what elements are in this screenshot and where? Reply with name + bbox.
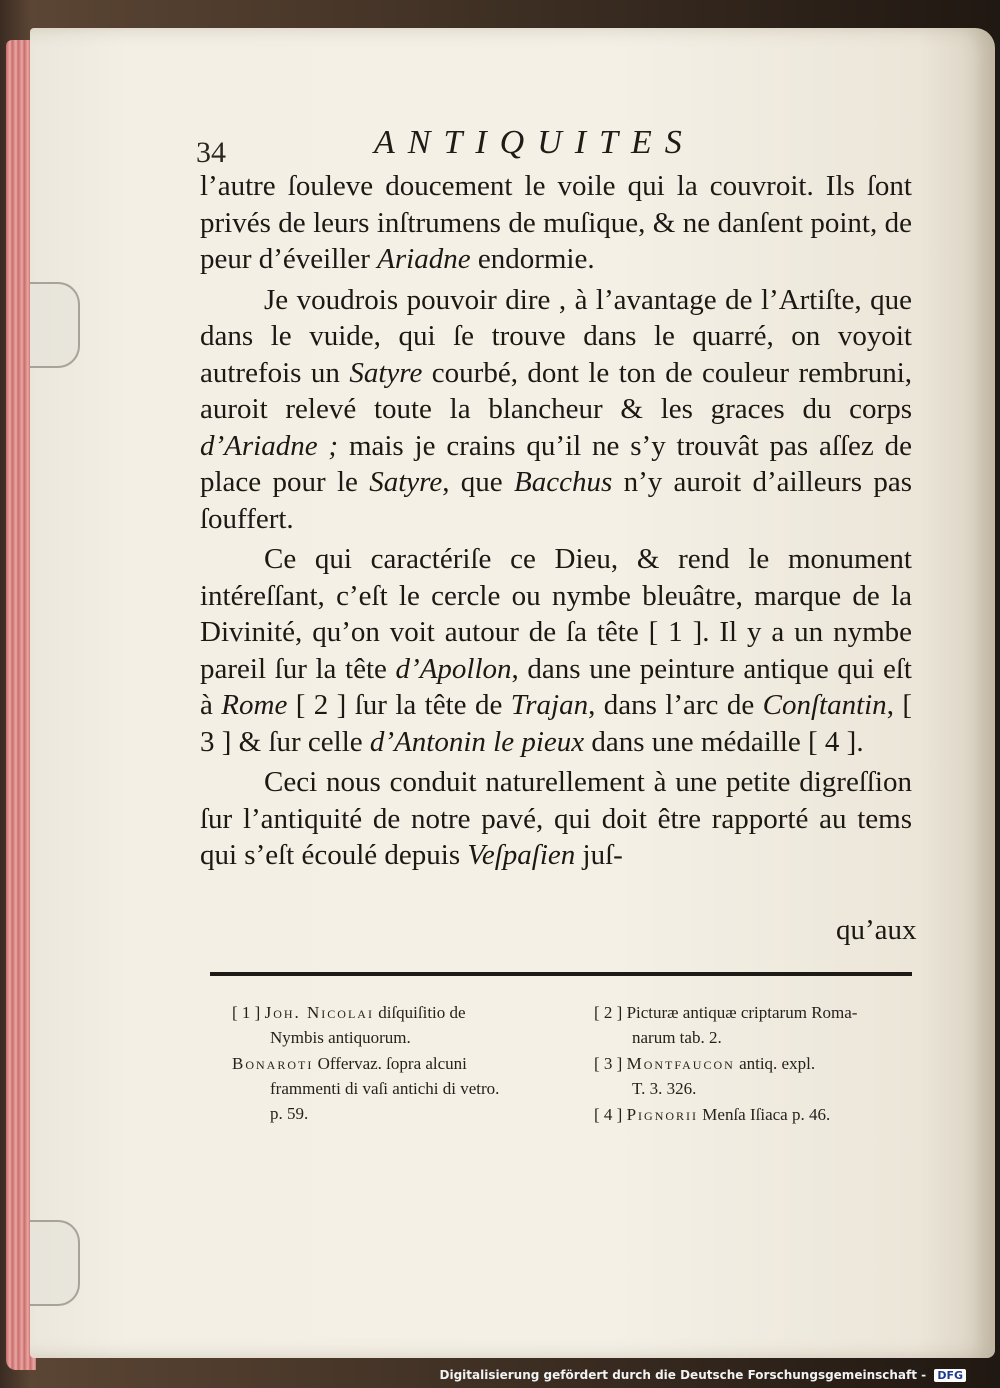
footnote-text: p. 59. [270,1104,309,1123]
footnote-4 [594,1102,920,1127]
text-run: Je voudrois pouvoir dire , à l’avantage de l’Artiſte, que dans le vuide, qui ſe trouve dans le quarré, on voyoit autrefois un [200,283,912,389]
running-head [196,124,916,174]
footnote-ref: [ 1 ] [232,1003,261,1022]
digitization-credit [440,1368,966,1382]
paragraph [200,541,912,760]
footnote-bonaroti [232,1051,562,1126]
text-run: , [ 3 ] & ſur celle [200,689,912,758]
italic-run: Rome [221,689,288,721]
footnote-author: Montfaucon [626,1054,735,1073]
footnote-text: narum tab. 2. [632,1028,722,1047]
text-run: , dans une peinture antique qui eſt à [200,652,912,721]
text-run: Ceci nous conduit naturellement à une petite digreſſion ſur l’antiquité de notre pavé, qui doit être rapporté au tems qui s’eſt écoulé depuis [200,766,912,871]
italic-run: d’Ariadne ; [200,429,339,462]
footnote-text: Nymbis antiquorum. [270,1028,411,1047]
footnote-ref: [ 3 ] [594,1054,623,1073]
italic-run: Satyre [349,356,423,389]
italic-run: d’Apollon [395,652,512,685]
footnote-text: Offervaz. ſopra alcuni [317,1054,467,1073]
italic-run: Bacchus [514,466,613,498]
footnote-1 [232,1000,562,1050]
dfg-logo: DFG [934,1369,966,1382]
paragraph [200,764,912,874]
footnote-text: Picturæ antiquæ criptarum Roma- [626,1003,858,1022]
footnote-2 [594,1000,920,1050]
footnote-3 [594,1051,920,1101]
text-run: dans une médaille [ 4 ]. [584,725,864,758]
footnote-rule [210,972,912,976]
running-title: ANTIQUITES [374,124,695,161]
paragraph [200,168,912,278]
text-run: mais je crains qu’il ne s’y trouvât pas aſſez de place pour le [200,429,912,498]
footnote-author: Joh. Nicolai [264,1003,374,1022]
footnote-text: frammenti di vaſi antichi di vetro. [270,1079,500,1098]
page-clip-top [30,282,80,368]
italic-run: Veſpaſien [467,839,576,871]
body-text [200,168,912,878]
text-run: , dans l’arc de [588,689,763,721]
footnotes-right-column [594,1000,920,1128]
paragraph [200,282,912,538]
footnote-text: Menſa Iſiaca p. 46. [702,1105,831,1124]
italic-run: Trajan [510,689,589,721]
footnote-text: antiq. expl. [739,1054,816,1073]
footnotes-left-column [232,1000,562,1127]
italic-run: Conſtantin [762,689,887,721]
text-run: courbé, dont le ton de couleur rembruni, auroit relevé toute la blancheur & les graces du corps [200,356,912,425]
text-run: , que [442,466,514,498]
italic-run: Ariadne [377,243,471,275]
footnote-author: Bonaroti [232,1054,314,1073]
italic-run: d’Antonin le pieux [369,725,585,758]
page-number: 34 [196,136,226,169]
text-run: [ 2 ] ſur la tête de [287,689,511,721]
italic-run: Satyre [369,466,443,498]
footnote-ref: [ 2 ] [594,1003,623,1022]
footnote-ref: [ 4 ] [594,1105,623,1124]
footnote-author: Pignorii [626,1105,699,1124]
catchword: qu’aux [836,914,917,946]
credit-text: Digitalisierung gefördert durch die Deutsche Forschungsgemeinschaft - [439,1368,927,1382]
text-run: juſ- [575,839,623,871]
page-clip-bottom [30,1220,80,1306]
text-run: endormie. [470,243,595,275]
text-run: Ce qui caractériſe ce Dieu, & rend le monument intéreſſant, c’eſt le cercle ou nymbe bleuâtre, marque de la Divinité, qu’on voit autour de ſa tête [ 1 ]. Il y a un nymbe pareil ſur la tête [200,543,912,685]
text-run: n’y auroit d’ailleurs pas ſouffert. [200,466,912,535]
text-run: l’autre ſouleve doucement le voile qui la couvroit. Ils ſont privés de leurs inſtrumens de muſique, & ne danſent point, de peur d’éveiller [200,170,912,275]
footnote-text: T. 3. 326. [632,1079,697,1098]
footnote-text: diſquiſitio de [378,1003,466,1022]
